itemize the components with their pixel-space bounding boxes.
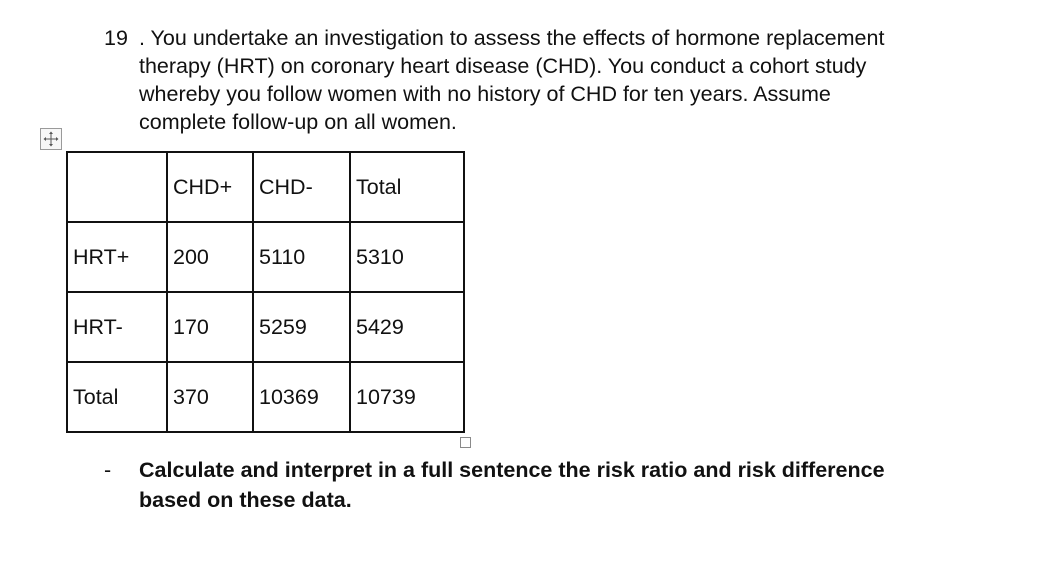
- table-header-cell[interactable]: CHD+: [167, 152, 253, 222]
- question-block: [104, 24, 1004, 136]
- move-arrows-icon: [43, 131, 59, 147]
- table-move-handle-icon[interactable]: [40, 128, 62, 150]
- question-line: therapy (HRT) on coronary heart disease (CHD). You conduct a cohort study: [139, 54, 867, 78]
- question-text: [139, 24, 1004, 136]
- table-cell[interactable]: 5259: [253, 292, 350, 362]
- table-cell[interactable]: 200: [167, 222, 253, 292]
- table-cell[interactable]: 5429: [350, 292, 464, 362]
- instruction-text: [139, 455, 1004, 515]
- table-header-cell[interactable]: CHD-: [253, 152, 350, 222]
- table-cell[interactable]: 5310: [350, 222, 464, 292]
- question-line: whereby you follow women with no history of CHD for ten years. Assume: [139, 82, 831, 106]
- data-table: [66, 151, 465, 433]
- table-row-label[interactable]: HRT+: [67, 222, 167, 292]
- instruction-block: [104, 455, 1004, 515]
- question-line: . You undertake an investigation to assess the effects of hormone replacement: [139, 26, 885, 50]
- question-line: complete follow-up on all women.: [139, 110, 457, 134]
- table-cell[interactable]: 10369: [253, 362, 350, 432]
- table-row: [67, 292, 464, 362]
- table-row-label[interactable]: Total: [67, 362, 167, 432]
- table-cell[interactable]: [67, 152, 167, 222]
- table-resize-handle-icon[interactable]: [460, 437, 471, 448]
- instruction-line: based on these data.: [139, 488, 352, 512]
- table-cell[interactable]: 5110: [253, 222, 350, 292]
- instruction-line: Calculate and interpret in a full sentence the risk ratio and risk difference: [139, 458, 885, 482]
- table-header-cell[interactable]: Total: [350, 152, 464, 222]
- question-number: 19: [104, 26, 128, 50]
- table-row: [67, 362, 464, 432]
- table-header-row: [67, 152, 464, 222]
- table-row: [67, 222, 464, 292]
- table-cell[interactable]: 370: [167, 362, 253, 432]
- table-cell[interactable]: 170: [167, 292, 253, 362]
- table-cell[interactable]: 10739: [350, 362, 464, 432]
- table-row-label[interactable]: HRT-: [67, 292, 167, 362]
- list-bullet: -: [104, 458, 112, 482]
